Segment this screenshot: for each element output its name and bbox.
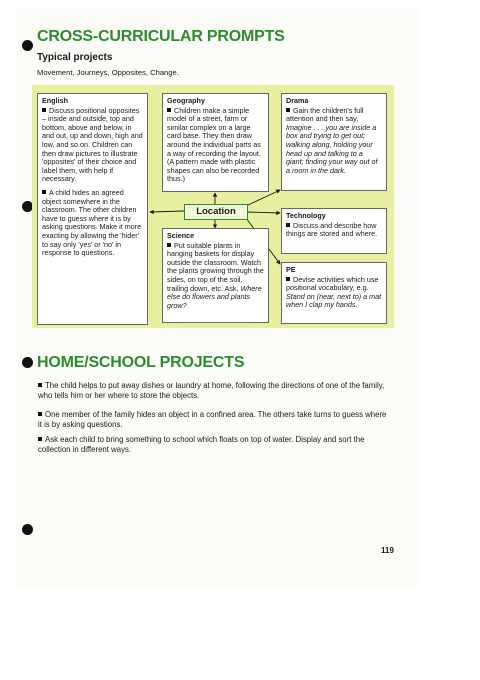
bullet-icon	[286, 223, 290, 227]
bullet-icon	[38, 412, 42, 416]
geography-title: Geography	[167, 96, 205, 105]
bullet-icon	[38, 383, 42, 387]
bullet-icon	[38, 437, 42, 441]
bullet-icon	[42, 108, 46, 112]
arrow-to-technology	[247, 212, 280, 213]
typical-projects-subheading: Typical projects	[37, 52, 113, 63]
drama-title: Drama	[286, 96, 309, 105]
technology-card	[281, 208, 387, 254]
arrow-to-english	[150, 211, 184, 212]
science-activity-italic: Where else do flowers and plants grow?	[167, 283, 262, 310]
english-activity-1: Discuss positional opposites – inside and outside, top and bottom, above and below, in and out, up and down, high and low, and so on. Children can then draw pictures to illustrate 'opposites' of their choice and label them, with help if necessary.	[42, 105, 143, 184]
drama-activity-italic: Imagine . . . you are inside a box and trying to get out; walking along, holding your head up and talking to a giant; finding your way out of a room in the dark.	[286, 122, 378, 175]
technology-title: Technology	[286, 211, 326, 220]
arrow-to-drama	[246, 190, 280, 206]
bullet-icon	[286, 277, 290, 281]
english-card	[37, 93, 148, 325]
science-title: Science	[167, 231, 195, 240]
technology-activity: Discuss and describe how things are stored and where.	[286, 220, 378, 239]
cross-curricular-heading: CROSS-CURRICULAR PROMPTS	[37, 28, 285, 45]
english-activity-2: A child hides an agreed object somewhere in the classroom. The other children have to guess where it is by asking questions. Make it more exacting by allowing the 'hider' to say only 'yes' or 'no' in response to questions.	[42, 187, 142, 258]
science-card	[162, 228, 269, 323]
drama-card	[281, 93, 387, 191]
pe-card	[281, 262, 387, 324]
geography-activity: Children make a simple model of a street, farm or similar complex on a large card base. They then draw around the individual parts as a way of recording the layout. (A pattern made with plastic shapes can also be recorded thus.)	[167, 105, 261, 184]
home-item-3	[38, 435, 388, 454]
geography-card	[162, 93, 269, 192]
drama-activity-plain: Gain the children's full attention and then say,	[286, 105, 364, 124]
home-item-2-text: One member of the family hides an object in a confined area. The others take turns to guess where it is by asking questions.	[38, 410, 387, 429]
pe-activity-plain: Devise activities which use positional vocabulary, e.g.	[286, 274, 379, 293]
topics-line: Movement, Journeys, Opposites, Change.	[37, 68, 179, 77]
bullet-icon	[286, 108, 290, 112]
home-item-1-text: The child helps to put away dishes or laundry at home, following the directions of one of the family, who tells him or her where to store the objects.	[38, 381, 385, 400]
pe-title: PE	[286, 265, 296, 274]
home-item-2	[38, 410, 388, 429]
home-item-3-text: Ask each child to bring something to school which floats on top of water. Display and sort the collection in different ways.	[38, 435, 365, 454]
bullet-icon	[167, 108, 171, 112]
english-title: English	[42, 96, 68, 105]
home-item-1	[38, 381, 388, 400]
location-topic-label: Location	[184, 204, 248, 220]
pe-activity-italic: Stand on (near, next to) a mat when I clap my hands.	[286, 291, 382, 310]
bullet-icon	[167, 243, 171, 247]
home-school-heading: HOME/SCHOOL PROJECTS	[37, 354, 245, 371]
page-number: 119	[381, 546, 394, 555]
bullet-icon	[42, 190, 46, 194]
science-activity-plain: Put suitable plants in hanging baskets for display outside the classroom. Watch the plants growing through the sides, on top of the soil, trailing down, etc. Ask,	[167, 240, 264, 293]
